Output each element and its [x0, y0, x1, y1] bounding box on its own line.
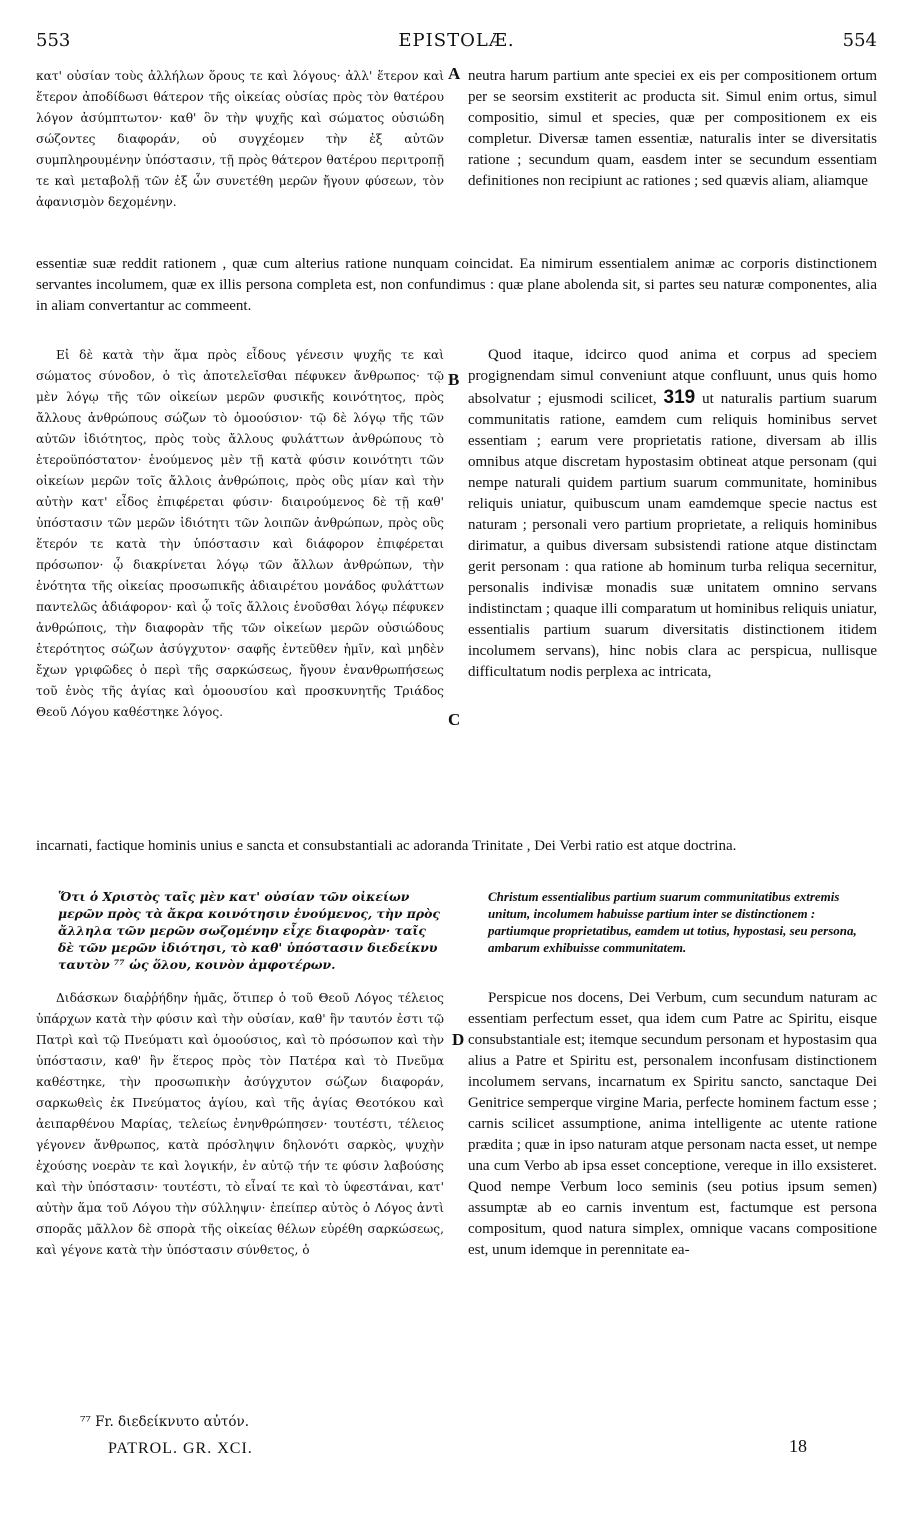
margin-marker-d: D — [452, 1030, 465, 1049]
latin-full-width-2: incarnati, factique hominis unius e sancta et consubstantiali ac adoranda Trinitate , Dei Verbi ratio est atque doctrina. — [36, 838, 737, 854]
greek-column-1: κατ' οὐσίαν τοὺς ἀλλήλων ὅρους τε καὶ λόγους· ἀλλ' ἕτερον καὶ ἕτερον ἀποδίδωσι θάτερον τῆς οἰκείας οὐσίας πρὸς τὸν θατέρου λόγον ἀσύμπτωτον· καθ' ὃν τὴν ψυχῆς καὶ σώματος οὐσιώδη σώζοντες διαφοράν, οὐ συγχέομεν τὴν ἐξ αὐτῶν συμπληρουμένην ὑπόστασιν, τῇ πρὸς θάτερον θατέρου περιτροπῇ τε καὶ μεταβολῇ τῶν ἐξ ὧν συνετέθη μερῶν ἤγουν φύσεων, τὸν ἀφανισμὸν δεχομένην. — [36, 69, 444, 209]
running-title: EPISTOLÆ. — [398, 30, 515, 51]
latin-text-2b: ut naturalis partium suarum communitatis ratione, eamdem cum reliquis hominibus servet essentiam ; earum vere proprietatis ratione, diversam ab illis omnibus atque discretam hypostasim obtineat atque personam (qui nempe naturali quidem partium suarum communitate, hominibus reliquis uniatur, quibuscum unam eamdemque specie nactus est naturam ; personali vero partium proprietate, a reliquis hominibus dirimatur, a quibus diversam subsistendi ratione atque distinctam gerit personam : qua ratione ab hominum turba reliqua secernitur, personalis indivisæ monadis suæ unitatem omnino servans indistinctam ; quaque illi comparatum ut hominibus reliquis uniatur, essentialis partium suarum diversitatis distinctionem itidem incolumem servans), hinc nobis clara ac perspicua, nullisque difficultatum nodis perplexa ac intricata, — [468, 391, 878, 680]
margin-marker-c: C — [448, 710, 461, 729]
page-number-right: 554 — [842, 30, 877, 51]
latin-column-1: neutra harum partium ante speciei ex eis per compositionem ortum per se seorsim exstiterit ac producta sit. Simul enim ortus, simul compositio, simul et species, quæ per compositionem ex eis completur. Diversæ tamen essentiæ, naturalis inter se diversitatis ratione ; secundum quam, easdem inter se secundum essentiam definitiones non recipiunt ac rationes ; sed quævis aliam, aliamque — [468, 68, 877, 189]
greek-column-3: Διδάσκων διαῤῥήδην ἡμᾶς, ὅτιπερ ὁ τοῦ Θεοῦ Λόγος τέλειος ὑπάρχων κατὰ τὴν φύσιν καὶ τὴν οὐσίαν, καθ' ἣν ταυτόν ἐστι τῷ Πατρὶ καὶ τῷ Πνεύματι καὶ ὁμοούσιος, καὶ τὸ πρόσωπον καὶ τὴν ὑπόστασιν, καθ' ἣν ἕτερος πρὸς τὸν Πατέρα καὶ τὸ Πνεῦμα καθέστηκε, τὴν προσωπικὴν ἀσύγχυτον σώζων διαφοράν, σαρκωθεὶς ἐκ Πνεύματος ἁγίου, καὶ τῆς ἁγίας Θεοτόκου καὶ ἀειπαρθένου Μαρίας, τελείως ἐνηνθρώπησεν· τουτέστι, τέλειος γέγονεν ἄνθρωπος, κατὰ πρόσληψιν δηλονότι σαρκὸς, ψυχὴν ἐχούσης νοερὰν τε καὶ λογικήν, ἐν αὐτῷ τήν τε φύσιν λαβούσης καὶ τὴν ὑπόστασιν· τουτέστι, τὸ εἶναί τε καὶ τὸ ὑφεστάναι, κατ' αὐτὴν ἅμα τοῦ Λόγου τὴν σύλληψιν· ἐπείπερ αὐτὸς ὁ Λόγος ἀντὶ σπορᾶς μᾶλλον δὲ σπορὰ τῆς οἰκείας θέλων εὑρέθη σαρκώσεως, καὶ γέγονε κατὰ τὴν ὑπόστασιν σύνθετος, ὁ — [36, 991, 444, 1257]
greek-column-2: Εἰ δὲ κατὰ τὴν ἅμα πρὸς εἶδους γένεσιν ψυχῆς τε καὶ σώματος σύνοδον, ὁ τὶς ἀποτελεῖσθαι πέφυκεν ἄνθρωπος· τῷ μὲν λόγῳ τῆς τῶν οἰκείων μερῶν φυσικῆς κοινότητος, πρὸς ἄλλους ἀνθρώπους σώζων τὸ ὁμοούσιον· τῷ δὲ λόγῳ τῆς τῶν αὐτῶν ἰδιότητος, πρὸς τοὺς ἄλλους φυλάττων ἀνθρώπους τὸ ἑτεροϋπόστατον· ἑνούμενος μὲν τῇ κατὰ φύσιν κοινότητι τῶν οἰκείων μερῶν τοῖς ἄλλοις ἀνθρώποις, πρὸς οὓς μίαν καὶ τὴν αὐτὴν κατ' εἶδος ἐπιφέρεται φύσιν· διαιρούμενος δὲ τῇ καθ' ὑπόστασιν τῶν μερῶν ἰδιότητι τῶν λοιπῶν ἀνθρώπων, πρὸς οὓς ἕτερόν τε κατὰ τὴν ὑπόστασιν καὶ διάφορον ἐπιφέρεται πρόσωπον· ᾧ διακρίνεται λόγῳ τῶν ἄλλων ἀνθρώπων, τὴν ἑνότητα τῆς οἰκείας προσωπικῆς ἀδιαιρέτου μονάδος φυλάττων παντελῶς ἀδιάφορον· καὶ ᾧ τοῖς ἄλλοις ἑνοῦσθαι λόγῳ πέφυκεν ἀνθρώποις, τὴν διαφορὰν τῆς τῶν οἰκείων μερῶν οὐσιώδους ἑτερότητος σώζων ἀσύγχυτον· σαφῆς ἐντεῦθεν ἡμῖν, καὶ μηδὲν ἔχων γριφῶδες ὁ περὶ τῆς σαρκώσεως, ἤγουν ἐνανθρωπήσεως τοῦ ἑνὸς τῆς ἁγίας καὶ ὁμοουσίου καὶ προσκυνητῆς Τριάδος Θεοῦ Λόγου καθέστηκε λόγος. — [36, 348, 444, 719]
latin-text-2a: Quod itaque, idcirco quod anima et corpus ad speciem progignendam simul conveniunt atque confluunt, unus quis homo absolvatur ; ejusmodi scilicet, — [468, 347, 877, 407]
footnote: ⁷⁷ Fr. διεδείκνυτο αὐτόν. — [80, 1414, 250, 1430]
page-header — [36, 30, 877, 58]
margin-marker-a: A — [448, 64, 461, 83]
footer-series: PATROL. GR. XCI. — [108, 1440, 253, 1457]
latin-column-3: Perspicue nos docens, Dei Verbum, cum secundum naturam ac essentiam perfectum esset, qua idem cum Patre ac Spiritu, eisque consubstantiale est; itemque secundum personam et hypostasim qua alius a Patre et Spiritu est, personalem inconfusam distinctionem incolumem servans, incarnatum ex Spiritu sancto, sanctaque Dei Genitrice semperque virgine Maria, perfecte hominem factum esse ; carnis scilicet assumptione, anima intelligente ac utente ratione prædita ; quæ in ipso naturam atque personam nacta esset, ut nempe una cum Verbo ab ipsa esset conceptione, vereque in illo exsisteret. Quod nempe Verbum loco seminis (seu potius ipsum semen) assumptæ ab eo carnis inventum est, factumque est persona compositum, quod natura simplex, omnique vacans compositione est, unum idemque in perennitate ea- — [468, 990, 877, 1258]
column-number-319: 319 — [663, 387, 696, 408]
greek-summary: Ὅτι ὁ Χριστὸς ταῖς μὲν κατ' οὐσίαν τῶν οἰκείων μερῶν πρὸς τὰ ἄκρα κοινότησιν ἑνούμενος, τὴν πρὸς ἄλληλα τῶν μερῶν σωζομένην εἶχε διαφορὰν· ταῖς δὲ τῶν μερῶν ἰδιότησι, τὸ καθ' ὑπόστασιν διεδείκνυ ταυτὸν ⁷⁷ ὡς ὅλου, κοινὸν ἀμφοτέρων. — [58, 889, 440, 972]
margin-marker-b: B — [448, 370, 460, 389]
footer-signature: 18 — [789, 1436, 807, 1456]
latin-full-width-1: essentiæ suæ reddit rationem , quæ cum alterius ratione nunquam coincidat. Ea nimirum essentialem animæ ac corporis distinctionem servantes incolumem, quæ ex illis persona completa est, non confundimus : quæ plane abolenda sit, si partes seu naturæ componentes, alia in aliam convertantur ac commeent. — [36, 256, 877, 314]
page-number-left: 553 — [36, 30, 71, 51]
latin-summary: Christum essentialibus partium suarum communitatibus extremis unitum, incolumem habuisse partium inter se distinctionem : partiumque proprietatibus, eamdem ut totius, hypostasi, seu persona, ambarum exhibuisse communitatem. — [488, 889, 857, 955]
latin-column-2 — [468, 345, 877, 683]
